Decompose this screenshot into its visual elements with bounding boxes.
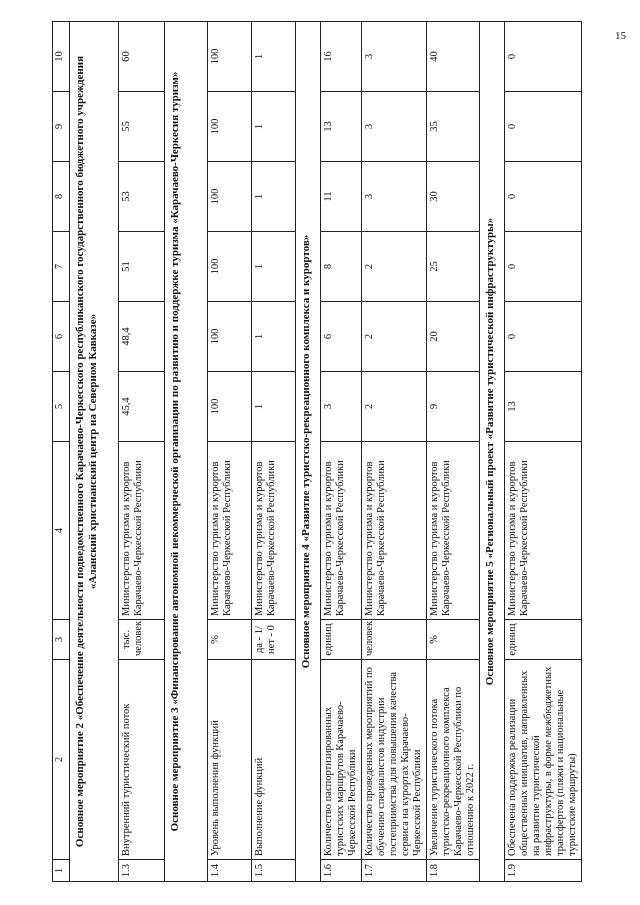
table-row [321,22,362,882]
indicator-name: Количество паспортизированных туристских маршрутов Карачаево-Черкесской Республики [321,660,362,860]
value-col-6: 0 [505,302,582,372]
indicator-table-container [52,22,592,882]
indicator-name: Уровень выполнения функций [208,660,252,860]
indicator-name: Обеспечена поддержка реализации общественных инициатив, направленных на развитие туристической инфраструктуры, в форме межбюджетных трансфертов (пляжи и национальные туристские маршруты) [505,660,582,860]
section-row [296,22,321,882]
header-row [53,22,70,882]
value-col-8: 53 [119,162,165,232]
table-row [252,22,296,882]
responsible: Министерство туризма и курортов Карачаево-Черкесской Республики [208,442,252,620]
value-col-10: 40 [427,22,480,92]
value-col-9: 55 [119,92,165,162]
row-number: 1.7 [362,860,427,882]
value-col-10: 100 [208,22,252,92]
unit: да - 1/ нет - 0 [252,620,296,660]
value-col-10: 0 [505,22,582,92]
value-col-10: 1 [252,22,296,92]
value-col-8: 0 [505,162,582,232]
row-number: 1.5 [252,860,296,882]
indicator-name: Количество проведенных мероприятий по обучению специалистов индустрии гостеприимства для повышения качества сервиса на курортах Карачаево-Черкесской Республики [362,660,427,860]
indicator-name: Выполнение функций [252,660,296,860]
header-col-7: 7 [53,232,70,302]
row-number: 1.8 [427,860,480,882]
value-col-9: 0 [505,92,582,162]
unit: единиц [321,620,362,660]
header-col-3: 3 [53,620,70,660]
value-col-8: 30 [427,162,480,232]
indicator-table [52,21,582,882]
value-col-8: 1 [252,162,296,232]
table-row [119,22,165,882]
responsible: Министерство туризма и курортов Карачаево-Черкесской Республики [252,442,296,620]
unit: % [208,620,252,660]
section-heading-2: Основное мероприятие 2 «Обеспечение деятельности подведомственного Карачаево-Черкесского республиканского государственного бюджетного учреждения «Аланский христианский центр на Северном Кавказе» [70,22,119,882]
value-col-9: 1 [252,92,296,162]
value-col-7: 1 [252,232,296,302]
row-number: 1.9 [505,860,582,882]
unit: % [427,620,480,660]
value-col-8: 11 [321,162,362,232]
value-col-6: 20 [427,302,480,372]
value-col-7: 2 [362,232,427,302]
value-col-6: 48,4 [119,302,165,372]
value-col-9: 3 [362,92,427,162]
value-col-10: 3 [362,22,427,92]
value-col-9: 13 [321,92,362,162]
header-col-1: 1 [53,860,70,882]
value-col-8: 3 [362,162,427,232]
indicator-name: Внутренний туристический поток [119,660,165,860]
value-col-10: 16 [321,22,362,92]
responsible: Министерство туризма и курортов Карачаево-Черкесской Республики [321,442,362,620]
value-col-6: 1 [252,302,296,372]
value-col-10: 60 [119,22,165,92]
header-col-2: 2 [53,660,70,860]
section-row [480,22,505,882]
value-col-6: 6 [321,302,362,372]
responsible: Министерство туризма и курортов Карачаево-Черкесской Республики [119,442,165,620]
value-col-6: 100 [208,302,252,372]
table-row [208,22,252,882]
value-col-5: 100 [208,372,252,442]
header-col-9: 9 [53,92,70,162]
section-row [165,22,208,882]
section-heading-5: Основное мероприятие 5 «Региональный проект «Развитие туристической инфраструктуры» [480,22,505,882]
value-col-8: 100 [208,162,252,232]
value-col-9: 35 [427,92,480,162]
value-col-7: 25 [427,232,480,302]
responsible: Министерство туризма и курортов Карачаево-Черкесской Республики [362,442,427,620]
header-col-4: 4 [53,442,70,620]
value-col-5: 45,4 [119,372,165,442]
section-heading-4: Основное мероприятие 4 «Развитие туристско-рекреационного комплекса и курортов» [296,22,321,882]
row-number: 1.4 [208,860,252,882]
value-col-7: 0 [505,232,582,302]
table-row [505,22,582,882]
value-col-5: 2 [362,372,427,442]
value-col-5: 9 [427,372,480,442]
value-col-5: 1 [252,372,296,442]
page-number: 15 [615,30,626,42]
section-row [70,22,119,882]
value-col-5: 13 [505,372,582,442]
unit: человек [362,620,427,660]
value-col-9: 100 [208,92,252,162]
unit: единиц [505,620,582,660]
value-col-7: 100 [208,232,252,302]
responsible: Министерство туризма и курортов Карачаево-Черкесской Республики [427,442,480,620]
header-col-6: 6 [53,302,70,372]
table-row [362,22,427,882]
responsible: Министерство туризма и курортов Карачаево-Черкесской Республики [505,442,582,620]
value-col-7: 51 [119,232,165,302]
header-col-8: 8 [53,162,70,232]
header-col-5: 5 [53,372,70,442]
value-col-6: 2 [362,302,427,372]
unit: тыс. человек [119,620,165,660]
table-row [427,22,480,882]
section-heading-3: Основное мероприятие 3 «Финансирование автономной некоммерческой организации по развитию и поддержке туризма «Карачаево-Черкесия туризм» [165,22,208,882]
value-col-7: 8 [321,232,362,302]
value-col-5: 3 [321,372,362,442]
row-number: 1.6 [321,860,362,882]
indicator-name: Увеличение туристического потока туристско-рекреационного комплекса Карачаево-Черкесской Республики по отношению к 2022 г. [427,660,480,860]
header-col-10: 10 [53,22,70,92]
row-number: 1.3 [119,860,165,882]
